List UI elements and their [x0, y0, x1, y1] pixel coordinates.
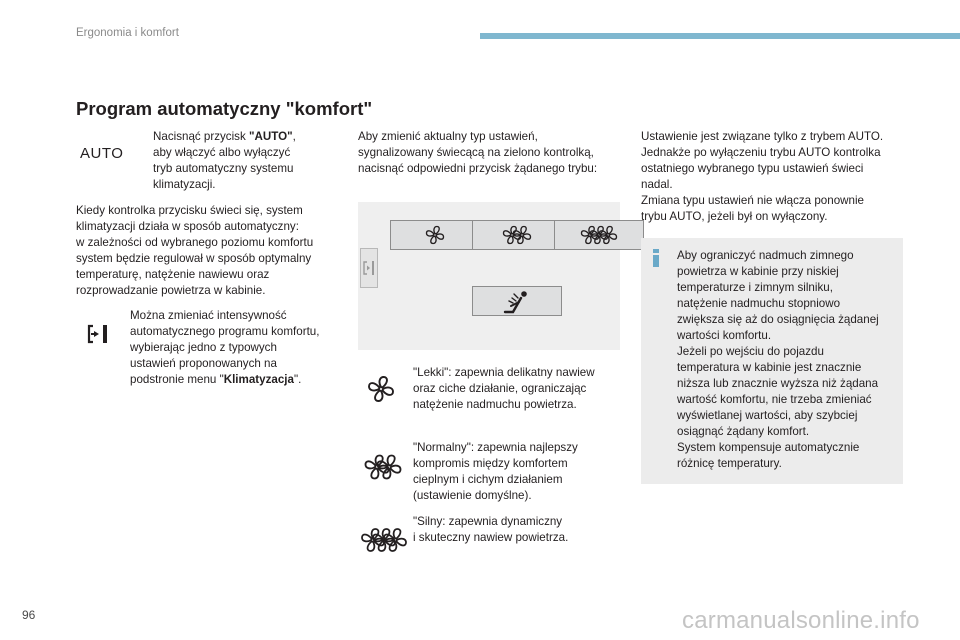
- step-auto-instruction: Nacisnąć przycisk "AUTO", aby włączyć albo wyłączyć tryb automatyczny systemu klimatyzacji.: [153, 130, 296, 191]
- change-type-instruction: Aby zmienić aktualny typ ustawień, sygnalizowany świecącą na zielono kontrolką, nacisnąć odpowiedni przycisk żądanego trybu:: [358, 130, 598, 175]
- fan-strong-icon: [574, 222, 624, 248]
- page-title: Program automatyczny "komfort": [76, 98, 373, 119]
- fan-soft-icon: [366, 372, 396, 406]
- fan-strong-icon: [360, 523, 408, 557]
- mode-strong-description: "Silny: zapewnia dynamiczny i skuteczny nawiew powietrza.: [413, 515, 569, 544]
- info-box-text: Aby ograniczyć nadmuch zimnego powietrza w kabinie przy niskiej temperaturze i zimnym silniku, natężenie nadmuchu stopniowo zwiększa się aż do osiągnięcia żądanej wartości komfortu. Jeżeli po wejściu do pojazdu temperatura w kabinie jest znacznie niższa lub znacznie wyższa niż żądana wartość komfortu, nie trzeba zmieniać wyświetlanej wartości, aby szybciej osiągnąć żądany komfort. System kompensuje automatycznie różnicę temperatury.: [677, 249, 879, 470]
- mode-soft-description: "Lekki": zapewnia delikatny nawiew oraz ciche działanie, ograniczając natężenie nadmuchu powietrza.: [413, 366, 595, 411]
- watermark: carmanualsonline.info: [682, 607, 920, 634]
- auto-button-label: AUTO: [80, 145, 124, 162]
- auto-mode-note: Ustawienie jest związane tylko z trybem AUTO. Jednakże po wyłączeniu trybu AUTO kontrolka ostatniego wybranego typu ustawień świeci nadal. Zmiana typu ustawień nie włącza ponownie trybu AUTO, jeżeli był on wyłączony.: [641, 130, 884, 223]
- intro-paragraph: Kiedy kontrolka przycisku świeci się, system klimatyzacji działa w sposób automatyczny: w zależności od wybranego poziomu komfortu system będzie regulował w sposób optymalny temperaturę, natężenie nawiewu oraz rozprowadzanie powietrza w kabinie.: [76, 204, 314, 297]
- air-distribution-button[interactable]: [472, 286, 562, 316]
- fan-normal-icon: [362, 450, 404, 484]
- fan-normal-icon: [495, 222, 539, 248]
- info-icon: [650, 249, 662, 267]
- panel-side-tab[interactable]: [360, 248, 378, 288]
- seat-airflow-icon: [499, 288, 535, 314]
- mode-soft-button[interactable]: [390, 220, 480, 250]
- page-number: 96: [22, 608, 36, 622]
- mode-normal-description: "Normalny": zapewnia najlepszy kompromis między komfortem cieplnym i cichym działaniem (ustawienie domyślne).: [413, 441, 578, 502]
- mode-normal-button[interactable]: [472, 220, 562, 250]
- panel-side-tab-icon: [361, 249, 377, 287]
- section-title: Ergonomia i komfort: [76, 27, 179, 39]
- mode-strong-button[interactable]: [554, 220, 644, 250]
- touchscreen-panel: [358, 202, 620, 350]
- menu-arrow-icon: [86, 322, 110, 346]
- intensity-note: Można zmieniać intensywność automatycznego programu komfortu, wybierając jedno z typowych ustawień proponowanych na podstronie menu "Klimatyzacja".: [130, 309, 320, 386]
- header-accent-bar: [480, 33, 960, 39]
- fan-soft-icon: [420, 222, 450, 248]
